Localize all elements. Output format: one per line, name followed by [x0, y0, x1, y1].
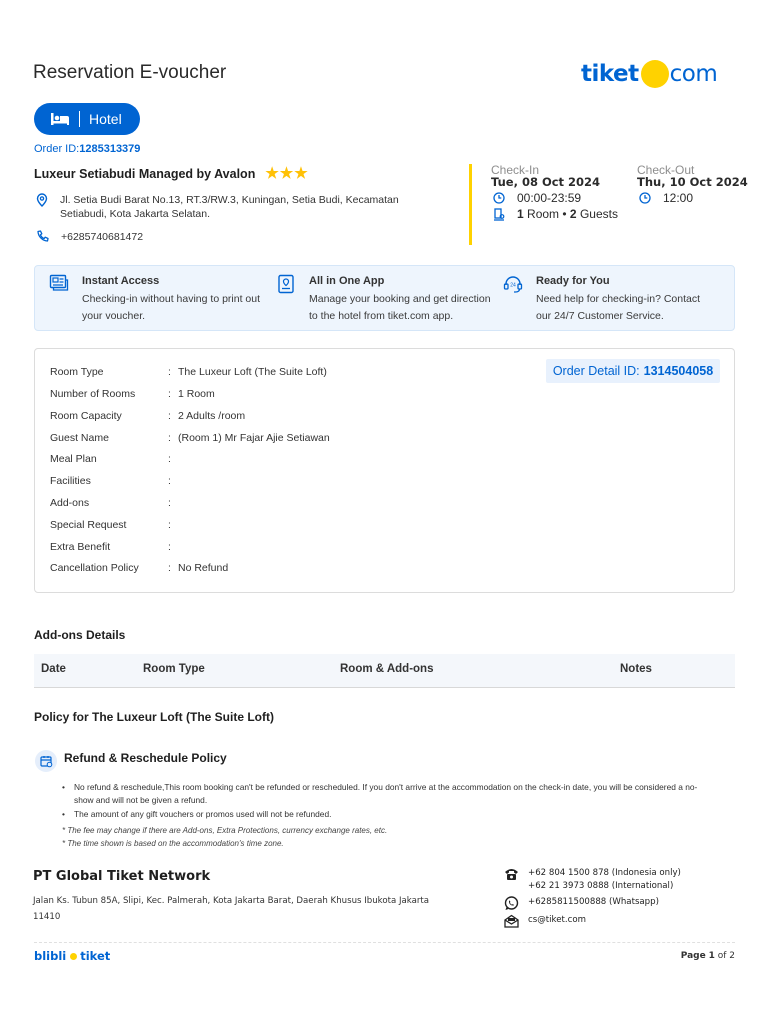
- clock-icon: [493, 192, 505, 204]
- star-icon: ★: [294, 165, 308, 182]
- order-detail-id: [546, 359, 720, 383]
- detail-value: 1 Room: [178, 388, 215, 400]
- contact-email[interactable]: [504, 914, 586, 929]
- detail-key: Room Capacity: [50, 410, 122, 422]
- column-header-notes: Notes: [620, 663, 652, 675]
- phone-icon: [36, 230, 49, 243]
- page-current: 1: [708, 951, 715, 961]
- detail-key: Add-ons: [50, 497, 90, 509]
- features-banner: [34, 265, 735, 331]
- feature-all-in-one-app: [276, 275, 491, 325]
- checkout-label: Check-Out: [637, 163, 695, 177]
- svg-text:24: 24: [510, 282, 516, 289]
- order-detail-label: Order Detail ID:: [552, 364, 640, 378]
- hotel-category-badge: [34, 103, 140, 135]
- address-line-2: Setiabudi, Kota Jakarta Selatan.: [60, 208, 211, 220]
- addons-title: Add-ons Details: [34, 628, 126, 642]
- feature-instant-access: [49, 275, 260, 325]
- detail-colon: :: [168, 410, 171, 422]
- policy-item: • The amount of any gift vouchers or promos used will not be refunded.: [62, 808, 702, 821]
- feature-desc-2: your voucher.: [82, 310, 146, 322]
- tiket-logo: [581, 58, 717, 90]
- room-details-card: [34, 348, 735, 593]
- feature-desc-1: Manage your booking and get direction: [309, 293, 491, 305]
- star-icon: ★: [279, 165, 294, 182]
- room-icon: [493, 208, 505, 221]
- detail-key: Facilities: [50, 475, 91, 487]
- telephone-icon: [504, 867, 519, 881]
- detail-colon: :: [168, 519, 171, 531]
- phone-number: +6285740681472: [61, 231, 144, 243]
- hotel-star-rating: [265, 167, 307, 181]
- page-indicator: [681, 951, 735, 961]
- detail-colon: :: [168, 541, 171, 553]
- feature-desc-1: Checking-in without having to print out: [82, 293, 261, 305]
- phone-international: +62 21 3973 0888 (International): [528, 881, 674, 891]
- detail-key: Meal Plan: [50, 453, 97, 465]
- detail-row-add-ons: [50, 497, 178, 509]
- feature-ready-for-you: [503, 275, 700, 325]
- detail-value: (Room 1) Mr Fajar Ajie Setiawan: [178, 432, 330, 444]
- divider: [79, 111, 80, 127]
- detail-row-facilities: [50, 475, 178, 487]
- checkin-accent-bar: [469, 164, 472, 245]
- whatsapp-number: +6285811500888 (Whatsapp): [528, 897, 659, 907]
- detail-row-special-request: [50, 519, 178, 531]
- logo-sun-icon: [641, 60, 669, 88]
- bed-icon: [50, 112, 70, 126]
- policy-list: [62, 781, 702, 822]
- detail-colon: :: [168, 432, 171, 444]
- headset-24h-icon: [503, 274, 523, 294]
- hotel-name: Luxeur Setiabudi Managed by Avalon: [34, 167, 256, 181]
- fee-note: * The fee may change if there are Add-ons, Extra Protections, currency exchange rates, etc.: [62, 826, 388, 835]
- page-total: of 2: [717, 951, 735, 961]
- detail-row-cancellation-policy: [50, 562, 228, 574]
- mobile-app-icon: [276, 274, 296, 294]
- timezone-note: * The time shown is based on the accommodation's time zone.: [62, 839, 284, 848]
- checkin-time-row: [493, 191, 581, 205]
- location-pin-icon: [36, 193, 48, 207]
- order-id: [34, 143, 140, 155]
- column-header-date: Date: [41, 663, 66, 675]
- rooms-count: 1: [517, 207, 524, 221]
- refund-policy-heading: Refund & Reschedule Policy: [64, 751, 227, 765]
- page-label: Page: [680, 951, 706, 961]
- email-address: cs@tiket.com: [528, 915, 586, 925]
- phone-indonesia: +62 804 1500 878 (Indonesia only): [528, 868, 681, 878]
- order-id-label: Order ID:: [34, 143, 80, 155]
- address-line-1: Jl. Setia Budi Barat No.13, RT.3/RW.3, Kuningan, Setia Budi, Kecamatan: [60, 194, 399, 206]
- footer-divider: [34, 942, 735, 943]
- column-header-room-addons: Room & Add-ons: [340, 663, 434, 675]
- feature-title: Instant Access: [82, 275, 160, 287]
- detail-value: The Luxeur Loft (The Suite Loft): [178, 366, 327, 378]
- feature-title: Ready for You: [536, 275, 610, 287]
- room-guest-row: [493, 207, 618, 221]
- detail-key: Cancellation Policy: [50, 562, 139, 574]
- whatsapp-icon: [504, 896, 519, 911]
- detail-colon: :: [168, 366, 171, 378]
- company-name: PT Global Tiket Network: [33, 869, 211, 884]
- guests-word: Guests: [579, 207, 618, 221]
- calendar-refund-icon: [35, 750, 57, 772]
- detail-colon: :: [168, 453, 171, 465]
- blibli-tiket-logo: [34, 949, 110, 963]
- detail-row-extra-benefit: [50, 541, 178, 553]
- detail-row-room-type: [50, 366, 327, 378]
- hotel-address: [36, 193, 456, 221]
- company-address: Jalan Ks. Tubun 85A, Slipi, Kec. Palmerah, Kota Jakarta Barat, Daerah Khusus Ibukota Jakarta 11410: [33, 896, 430, 922]
- hotel-label: Hotel: [89, 111, 122, 127]
- detail-row-room-capacity: [50, 410, 245, 422]
- star-icon: ★: [265, 165, 279, 182]
- brand-blibli: blibli: [34, 949, 67, 963]
- checkout-date: Thu, 10 Oct 2024: [637, 175, 748, 189]
- logo-text-tiket: tiket: [581, 61, 639, 87]
- checkin-time: 00:00-23:59: [517, 191, 582, 205]
- detail-key: Guest Name: [50, 432, 109, 444]
- detail-key: Extra Benefit: [50, 541, 111, 553]
- guests-count: 2: [569, 207, 577, 221]
- clock-icon: [639, 192, 651, 204]
- feature-desc-2: to the hotel from tiket.com app.: [309, 310, 454, 322]
- column-header-room-type: Room Type: [143, 663, 205, 675]
- detail-colon: :: [168, 388, 171, 400]
- feature-desc-1: Need help for checking-in? Contact: [536, 293, 701, 305]
- detail-value: 2 Adults /room: [178, 410, 246, 422]
- voucher-icon: [49, 274, 69, 292]
- detail-colon: :: [168, 497, 171, 509]
- detail-key: Number of Rooms: [50, 388, 136, 400]
- order-id-value: 1285313379: [79, 143, 141, 155]
- detail-key: Special Request: [50, 519, 127, 531]
- brand-tiket: tiket: [80, 949, 111, 963]
- brand-dot-icon: [70, 953, 77, 960]
- feature-desc-2: our 24/7 Customer Service.: [536, 310, 664, 322]
- policy-title: Policy for The Luxeur Loft (The Suite Loft): [34, 710, 274, 724]
- checkout-time-row: [639, 191, 693, 205]
- hotel-phone[interactable]: [36, 230, 143, 244]
- addons-table-header: [34, 654, 735, 688]
- checkin-date: Tue, 08 Oct 2024: [491, 175, 601, 189]
- contact-phone: [504, 867, 681, 893]
- detail-colon: :: [168, 562, 171, 574]
- logo-text-com: com: [669, 61, 718, 87]
- page-title: Reservation E-voucher: [33, 62, 227, 83]
- detail-colon: :: [168, 475, 171, 487]
- hotel-name-row: [34, 167, 308, 181]
- checkin-label: Check-In: [491, 163, 540, 177]
- detail-value: No Refund: [178, 562, 229, 574]
- policy-item: • No refund & reschedule,This room booking can't be refunded or rescheduled. If you don't arrive at the accommodation on the check-in date, you will be considered a no-show and will not be given a refund.: [62, 781, 702, 807]
- contact-whatsapp[interactable]: [504, 896, 659, 911]
- detail-row-number-of-rooms: [50, 388, 215, 400]
- detail-row-meal-plan: [50, 453, 178, 465]
- email-icon: [504, 914, 519, 929]
- feature-title: All in One App: [309, 275, 385, 287]
- order-detail-value: 1314504058: [643, 364, 714, 378]
- detail-key: Room Type: [50, 366, 104, 378]
- detail-row-guest-name: [50, 432, 330, 444]
- checkout-time: 12:00: [663, 191, 694, 205]
- rooms-word: Room •: [527, 207, 567, 221]
